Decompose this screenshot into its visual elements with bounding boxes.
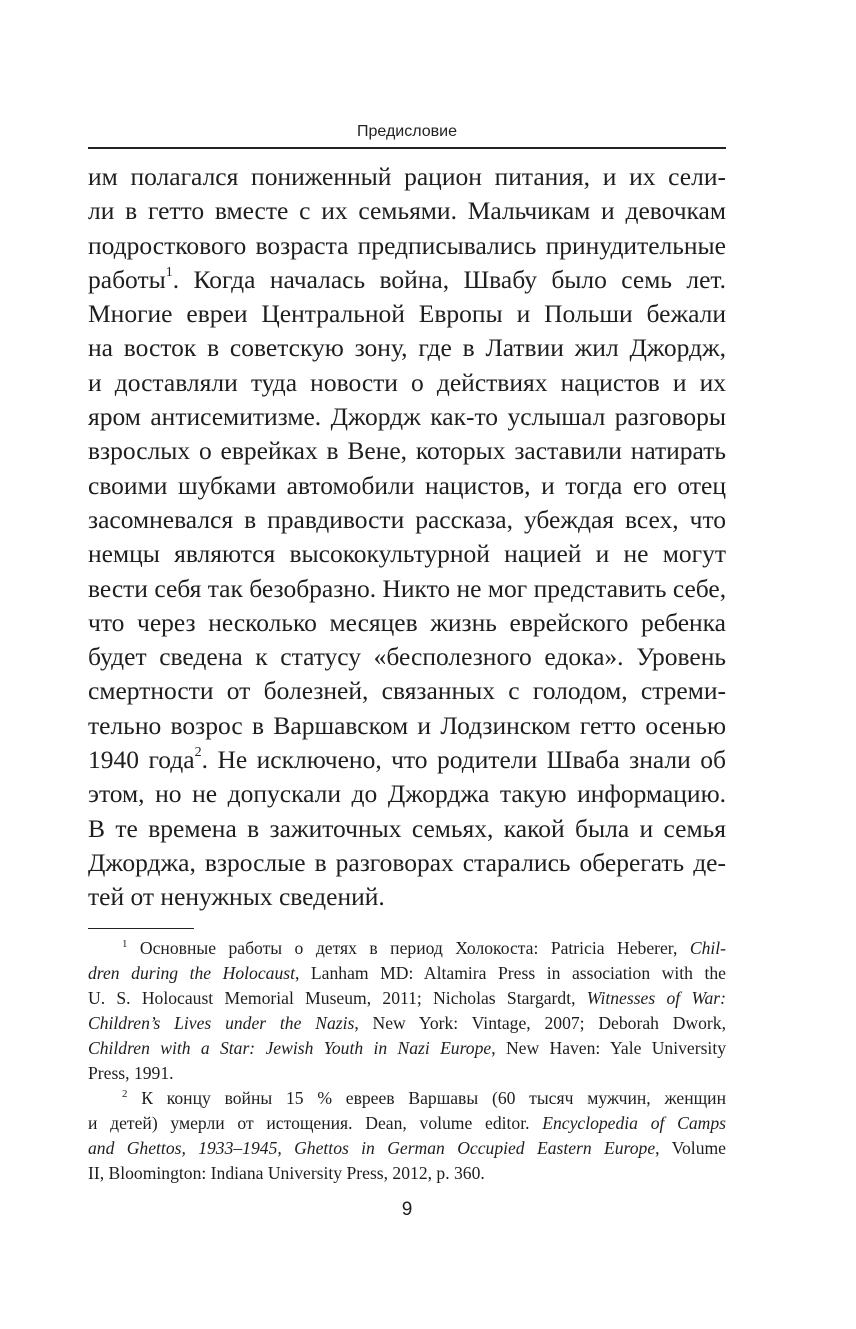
main-text — [88, 160, 726, 915]
text-line: Многие евреи Центральной Европы и Польши бежали — [88, 299, 726, 329]
footnote-text: и детей) умерли от истощения. Dean, volume editor. — [88, 1113, 543, 1133]
text-line: тей от ненужных сведений. — [88, 882, 385, 912]
running-header: Предисловие — [357, 123, 457, 140]
text-line: В те времена в зажиточных семьях, какой была и семья — [88, 813, 726, 843]
text-line: тельно возрос в Варшавском и Лодзинском гетто осенью — [88, 710, 726, 740]
text-run: работы — [88, 264, 166, 294]
text-line: на восток в советскую зону, где в Латвии жил Джордж, — [88, 333, 726, 363]
footnote-2-line — [88, 1161, 726, 1186]
footnote-2-line — [88, 1136, 726, 1161]
footnote-text: U. S. Holocaust Memorial Museum, 2011; Nicholas Stargardt, — [88, 988, 587, 1008]
footnote-marker-2: 2 — [122, 1087, 128, 1100]
text-line: ли в гетто вместе с их семьями. Мальчикам и девочкам — [88, 196, 726, 226]
footnote-1-line — [88, 961, 726, 986]
text-run: 1940 года — [88, 745, 195, 775]
text-line: яром антисемитизме. Джордж как-то услышал разговоры — [88, 402, 726, 432]
footnote-text: К концу войны 15 % евреев Варшавы (60 тысяч мужчин, женщин — [127, 1088, 726, 1108]
footnote-text: Press, 1991. — [88, 1063, 174, 1083]
text-line: взрослых о еврейках в Вене, которых заставили натирать — [88, 436, 726, 466]
text-run: . Когда началась война, Швабу было семь лет. — [172, 264, 726, 294]
footnote-1-line — [88, 1036, 726, 1061]
footnote-italic: Children’s Lives under the Nazis — [88, 1013, 355, 1033]
text-line: Джорджа, взрослые в разговорах старались оберегать де- — [88, 847, 726, 877]
text-run: . Не исключено, что родители Шваба знали об — [201, 745, 726, 775]
page-number: 9 — [401, 1199, 413, 1220]
text-line: им полагался пониженный рацион питания, и их сели- — [88, 162, 726, 191]
text-line — [88, 263, 726, 297]
footnote-ref-1[interactable]: 1 — [165, 264, 173, 280]
text-line: своими шубками автомобили нацистов, и тогда его отец — [88, 470, 726, 500]
footnote-2-line — [88, 1111, 726, 1136]
footnote-ref-2[interactable]: 2 — [194, 745, 202, 761]
footnote-text: , New York: Vintage, 2007; Deborah Dwork, — [354, 1013, 726, 1033]
text-line: подросткового возраста предписывались принудительные — [88, 230, 726, 260]
footnote-1-line — [88, 1011, 726, 1036]
footnote-italic: Children with a Star: Jewish Youth in Nazi Europe — [88, 1038, 492, 1058]
footnote-1-line — [88, 1061, 726, 1086]
footnote-italic: and Ghettos, 1933–1945, Ghettos in German Occupied Eastern Europe — [88, 1138, 656, 1158]
footnote-marker-1: 1 — [122, 937, 128, 950]
header-rule — [88, 147, 726, 149]
text-line: засомневался в правдивости рассказа, убеждая всех, что — [88, 504, 726, 534]
text-line: немцы являются высококультурной нацией и не могут — [88, 539, 726, 569]
text-line: будет сведена к статусу «бесполезного едока». Уровень — [88, 642, 726, 672]
footnote-text: , New Haven: Yale University — [491, 1038, 727, 1058]
text-line: этом, но не допускали до Джорджа такую информацию. — [88, 779, 726, 809]
footnote-1-line — [88, 986, 726, 1011]
footnotes — [88, 936, 726, 1186]
footnote-text: , Lanham MD: Altamira Press in association with the — [294, 963, 726, 983]
text-line: и доставляли туда новости о действиях нацистов и их — [88, 367, 726, 397]
footnote-1-line — [88, 936, 726, 961]
text-line: вести себя так безобразно. Никто не мог представить себе, — [88, 573, 727, 603]
text-line: смертности от болезней, связанных с голодом, стреми- — [88, 676, 726, 706]
footnote-text: Основные работы о детях в период Холокоста: Patricia Heberer, — [127, 938, 690, 958]
footnote-rule — [88, 928, 194, 929]
text-line: что через несколько месяцев жизнь еврейского ребенка — [88, 607, 726, 637]
footnote-text: , Volume — [655, 1138, 726, 1158]
text-line — [88, 743, 726, 777]
footnote-italic: Encyclopedia of Camps — [542, 1113, 726, 1133]
footnote-text: II, Bloomington: Indiana University Press, 2012, p. 360. — [88, 1163, 485, 1183]
footnote-italic: Chil- — [689, 938, 726, 958]
footnote-italic: Witnesses of War: — [586, 988, 726, 1008]
footnote-italic: dren during the Holocaust — [88, 963, 295, 983]
footnote-2-line — [88, 1086, 726, 1111]
